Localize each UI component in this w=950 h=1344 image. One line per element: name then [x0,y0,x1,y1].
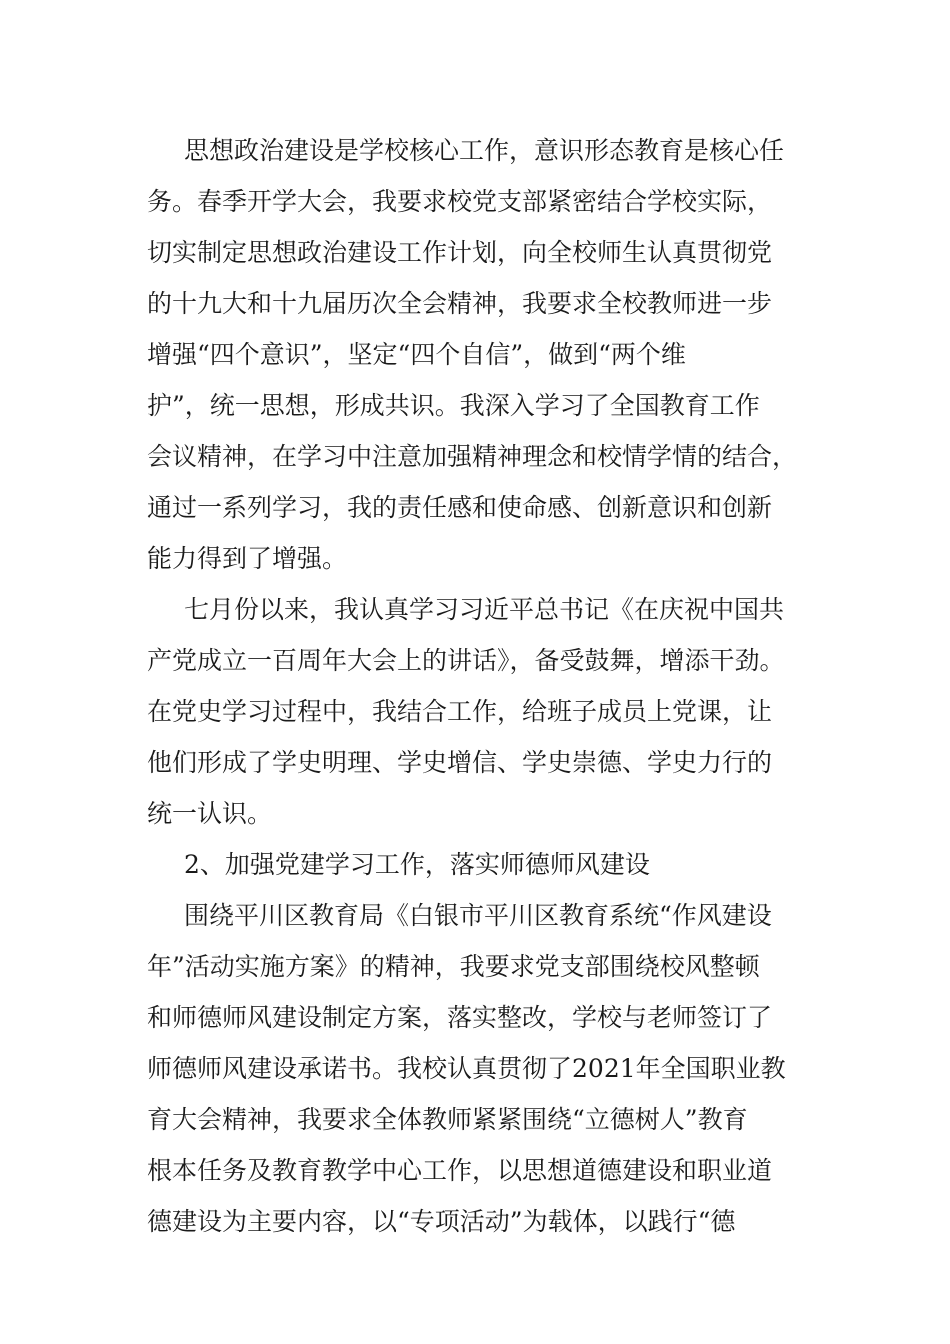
text-line: 务。春季开学大会，我要求校党支部紧密结合学校实际， [147,187,773,216]
section-heading: 2、加强党建学习工作，落实师德师风建设 [184,850,650,879]
text-line: 增强“四个意识”，坚定“四个自信”，做到“两个维 [147,340,686,369]
document-body [147,125,807,1247]
text-line: 的十九大和十九届历次全会精神，我要求全校教师进一步 [147,289,773,318]
text-line: 切实制定思想政治建设工作计划，向全校师生认真贯彻党 [147,238,773,267]
text-line: 师德师风建设承诺书。我校认真贯彻了2021年全国职业教 [147,1054,786,1083]
text-line: 围绕平川区教育局《白银市平川区教育系统“作风建设 [184,901,772,930]
text-line: 能力得到了增强。 [147,544,348,573]
text-line: 根本任务及教育教学中心工作，以思想道德建设和职业道 [147,1156,773,1185]
text-line: 护”，统一思想，形成共识。我深入学习了全国教育工作 [147,391,760,420]
text-line: 年”活动实施方案》的精神，我要求党支部围绕校风整顿 [147,952,760,981]
text-line: 在党史学习过程中，我结合工作，给班子成员上党课，让 [147,697,773,726]
text-line: 他们形成了学史明理、学史增信、学史崇德、学史力行的 [147,748,773,777]
text-line: 统一认识。 [147,799,273,828]
text-line: 育大会精神，我要求全体教师紧紧围绕“立德树人”教育 [147,1105,748,1134]
text-line: 会议精神，在学习中注意加强精神理念和校情学情的结合， [147,442,798,471]
text-line: 德建设为主要内容，以“专项活动”为载体，以践行“德 [147,1207,736,1236]
text-line: 七月份以来，我认真学习习近平总书记《在庆祝中国共 [184,595,785,624]
text-line: 通过一系列学习，我的责任感和使命感、创新意识和创新 [147,493,773,522]
text-line: 思想政治建设是学校核心工作，意识形态教育是核心任 [184,136,785,165]
text-line: 产党成立一百周年大会上的讲话》，备受鼓舞，增添干劲。 [147,646,785,675]
text-line: 和师德师风建设制定方案，落实整改，学校与老师签订了 [147,1003,773,1032]
